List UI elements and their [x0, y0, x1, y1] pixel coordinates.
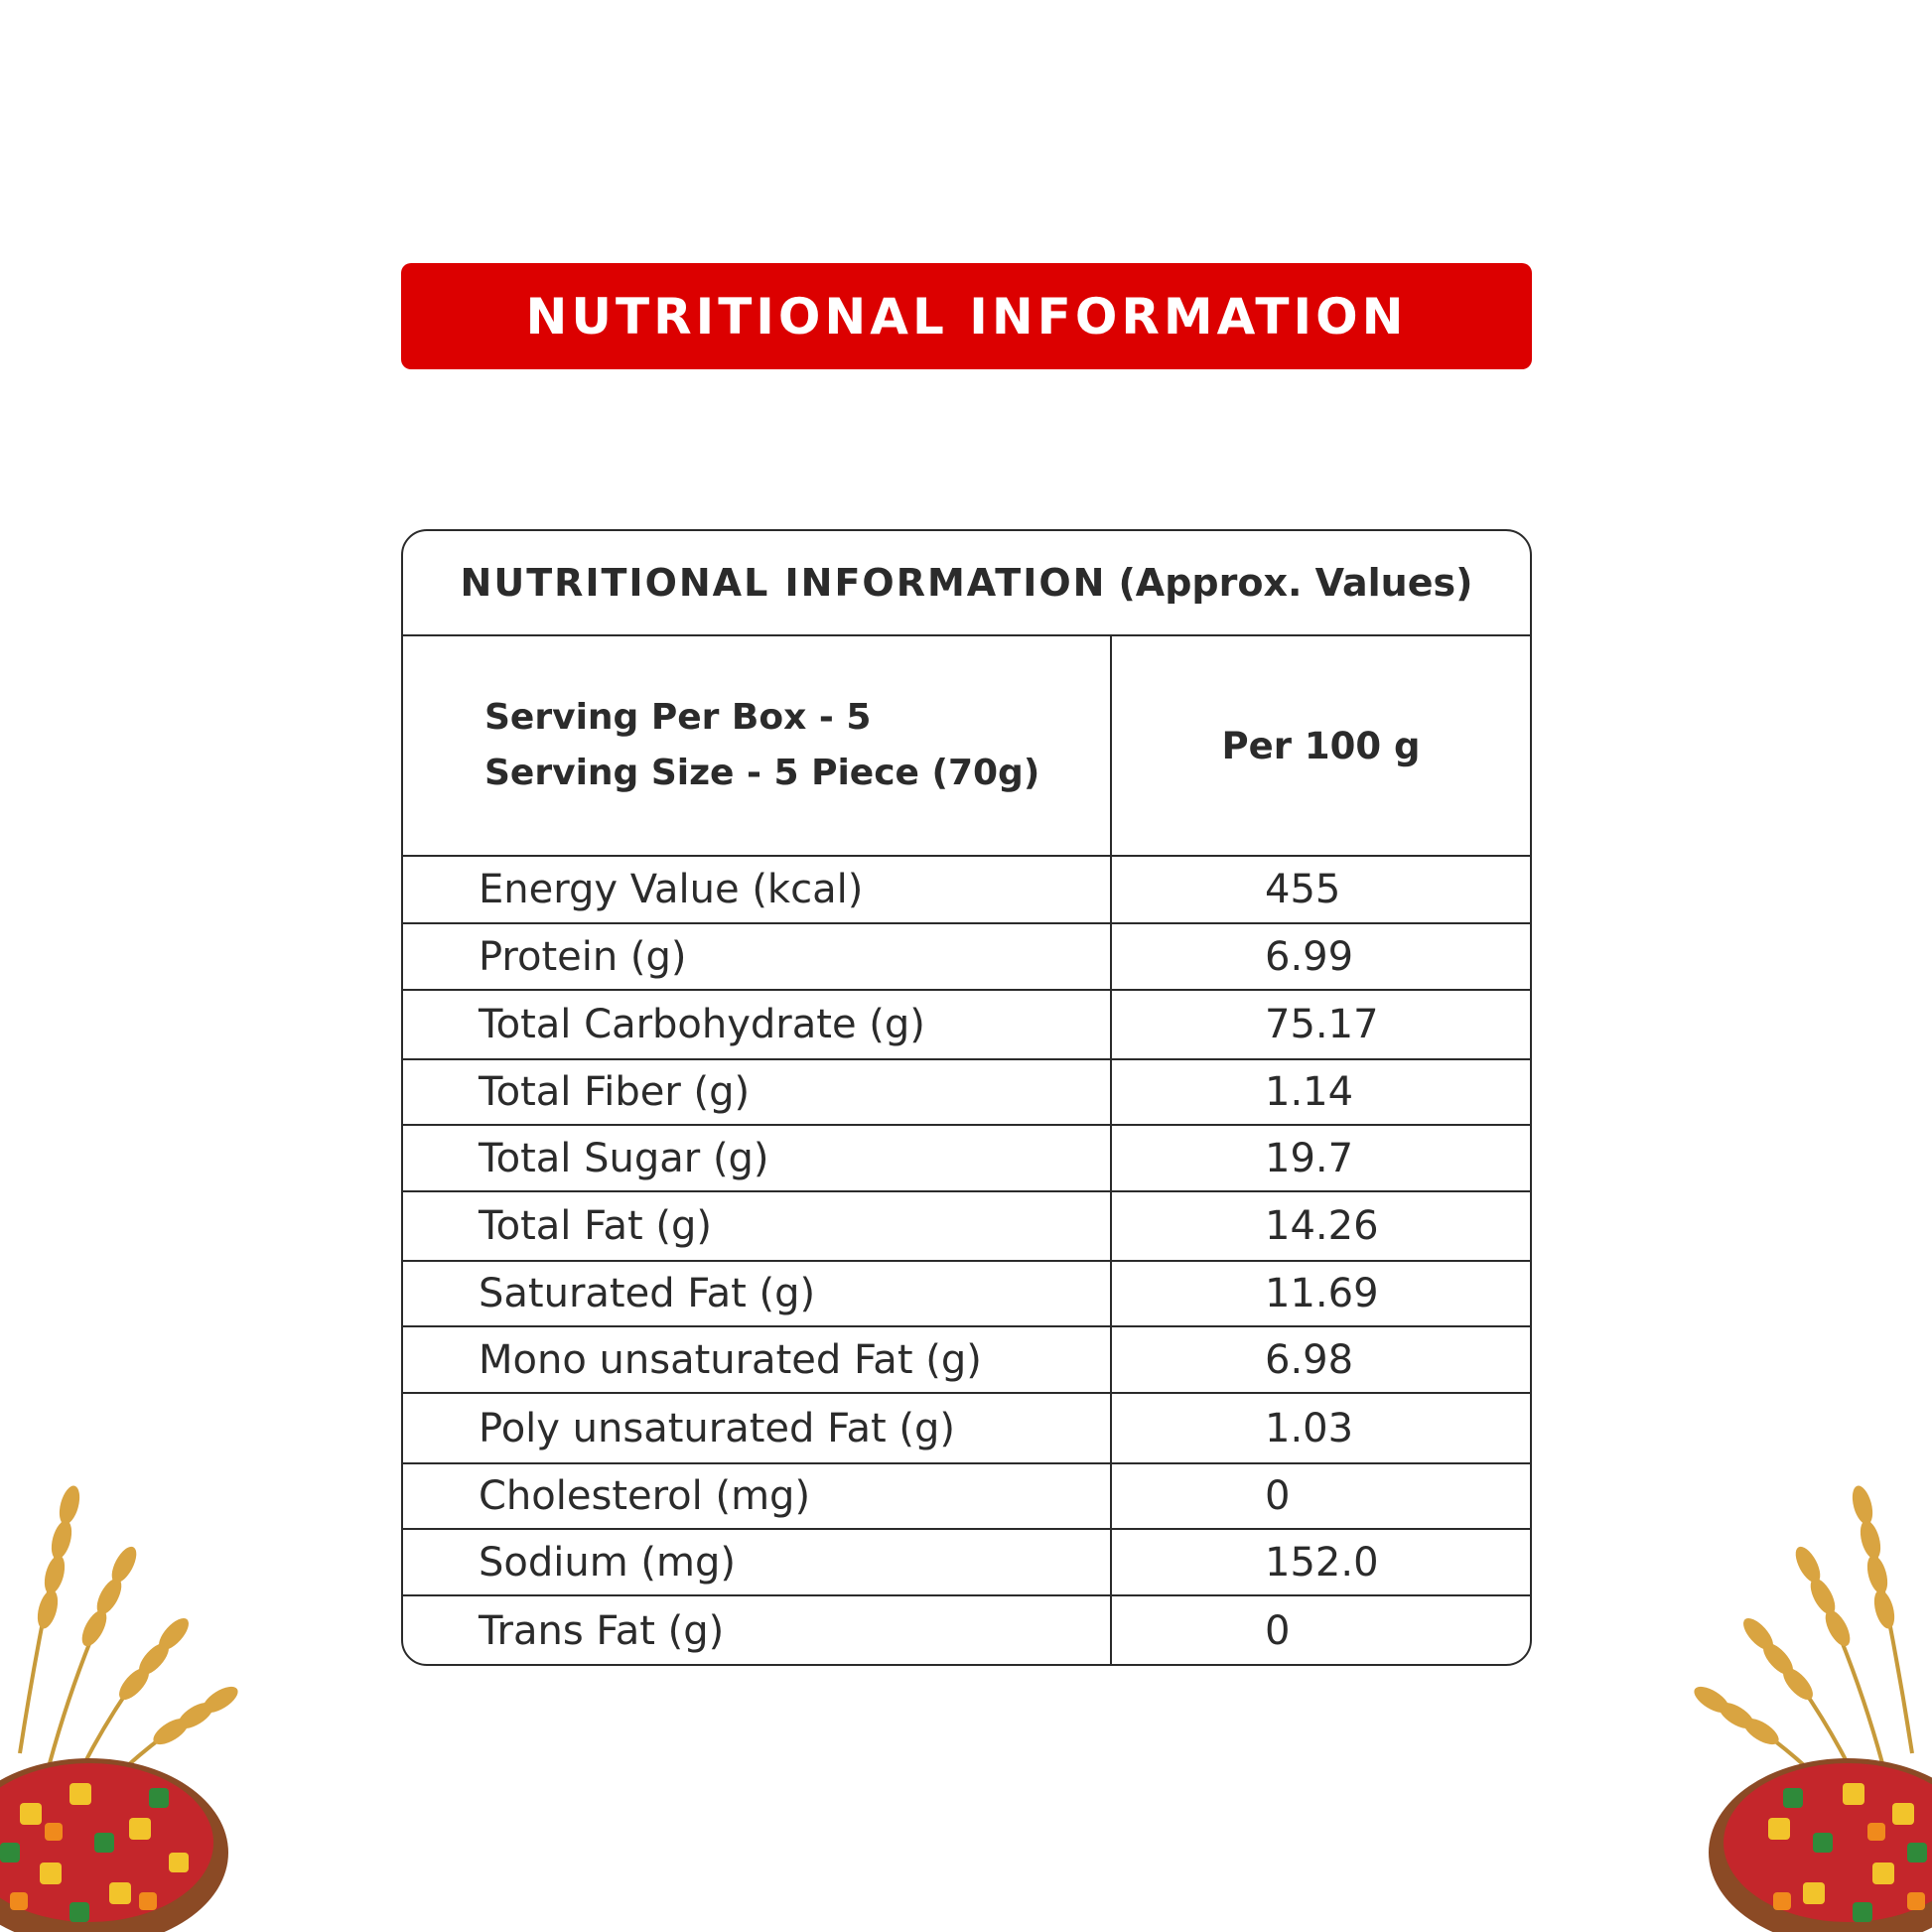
- nutrient-value: 1.03: [1265, 1405, 1354, 1451]
- wheat-bowl-right-image: [1674, 1426, 1932, 1932]
- nutrition-table: [401, 529, 1532, 1666]
- bowl-left-icon: [0, 1758, 228, 1932]
- value-cell: [1112, 991, 1530, 1058]
- nutrient-value: 75.17: [1265, 1002, 1379, 1047]
- nutrient-label: Protein (g): [479, 933, 687, 980]
- nutrient-cell: [403, 1126, 1112, 1190]
- wheat-right-icon: [1704, 1495, 1912, 1783]
- table-row: [403, 857, 1530, 924]
- nutrient-value: 6.99: [1265, 933, 1354, 980]
- wheat-left-icon: [20, 1495, 228, 1783]
- nutrient-cell: [403, 1464, 1112, 1528]
- table-row: [403, 1262, 1530, 1327]
- serving-info-cell: [403, 636, 1112, 855]
- nutrient-cell: [403, 1262, 1112, 1325]
- table-row: [403, 924, 1530, 991]
- value-cell: [1112, 1192, 1530, 1260]
- header-banner: [401, 263, 1532, 369]
- table-row: [403, 1596, 1530, 1666]
- nutrient-cell: [403, 1394, 1112, 1462]
- nutrient-cell: [403, 1327, 1112, 1392]
- nutrient-cell: [403, 1530, 1112, 1594]
- table-header-row: [403, 636, 1530, 857]
- nutrient-value: 6.98: [1265, 1336, 1354, 1383]
- serving-size: Serving Size - 5 Piece (70g): [484, 753, 1040, 793]
- nutrient-value: 455: [1265, 867, 1341, 912]
- table-title-suffix: (Approx. Values): [1118, 561, 1473, 605]
- value-cell: [1112, 1262, 1530, 1325]
- nutrient-label: Total Carbohydrate (g): [479, 1002, 925, 1047]
- table-title: [403, 531, 1530, 636]
- table-row: [403, 1060, 1530, 1126]
- nutrient-cell: [403, 924, 1112, 989]
- value-cell: [1112, 1394, 1530, 1462]
- value-cell: [1112, 1327, 1530, 1392]
- nutrient-value: 11.69: [1265, 1271, 1379, 1316]
- table-row: [403, 1327, 1530, 1394]
- wheat-bowl-left-image: [0, 1426, 258, 1932]
- value-cell: [1112, 1126, 1530, 1190]
- nutrient-label: Total Fiber (g): [479, 1069, 751, 1115]
- nutrient-label: Mono unsaturated Fat (g): [479, 1336, 982, 1383]
- value-cell: [1112, 1060, 1530, 1124]
- nutrient-value: 152.0: [1265, 1539, 1379, 1586]
- bowl-right-icon: [1709, 1758, 1932, 1932]
- per-100g-header: Per 100 g: [1221, 724, 1421, 767]
- nutrient-value: 1.14: [1265, 1069, 1354, 1115]
- table-title-main: NUTRITIONAL INFORMATION: [460, 561, 1107, 605]
- table-row: [403, 1464, 1530, 1530]
- table-row: [403, 1192, 1530, 1262]
- table-row: [403, 1530, 1530, 1596]
- table-row: [403, 991, 1530, 1060]
- nutrient-label: Total Fat (g): [479, 1203, 712, 1249]
- value-cell: [1112, 924, 1530, 989]
- nutrient-cell: [403, 1192, 1112, 1260]
- nutrient-label: Energy Value (kcal): [479, 867, 864, 912]
- nutrient-value: 19.7: [1265, 1135, 1354, 1181]
- nutrient-label: Total Sugar (g): [479, 1135, 769, 1181]
- value-cell: [1112, 857, 1530, 922]
- nutrient-label: Trans Fat (g): [479, 1608, 725, 1654]
- nutrient-cell: [403, 1060, 1112, 1124]
- nutrient-label: Cholesterol (mg): [479, 1473, 811, 1519]
- table-row: [403, 1126, 1530, 1192]
- nutrient-label: Poly unsaturated Fat (g): [479, 1405, 955, 1451]
- value-cell: [1112, 1596, 1530, 1666]
- value-cell: [1112, 1530, 1530, 1594]
- value-cell: [1112, 1464, 1530, 1528]
- serving-per-box: Serving Per Box - 5: [484, 697, 872, 738]
- banner-title: NUTRITIONAL INFORMATION: [525, 287, 1408, 345]
- nutrient-value: 14.26: [1265, 1203, 1379, 1249]
- nutrient-cell: [403, 1596, 1112, 1666]
- nutrient-cell: [403, 991, 1112, 1058]
- nutrient-value: 0: [1265, 1473, 1291, 1519]
- per-100g-header-cell: [1112, 636, 1530, 855]
- nutrient-value: 0: [1265, 1608, 1291, 1654]
- nutrient-cell: [403, 857, 1112, 922]
- nutrient-label: Sodium (mg): [479, 1539, 736, 1586]
- nutrient-label: Saturated Fat (g): [479, 1271, 816, 1316]
- table-row: [403, 1394, 1530, 1464]
